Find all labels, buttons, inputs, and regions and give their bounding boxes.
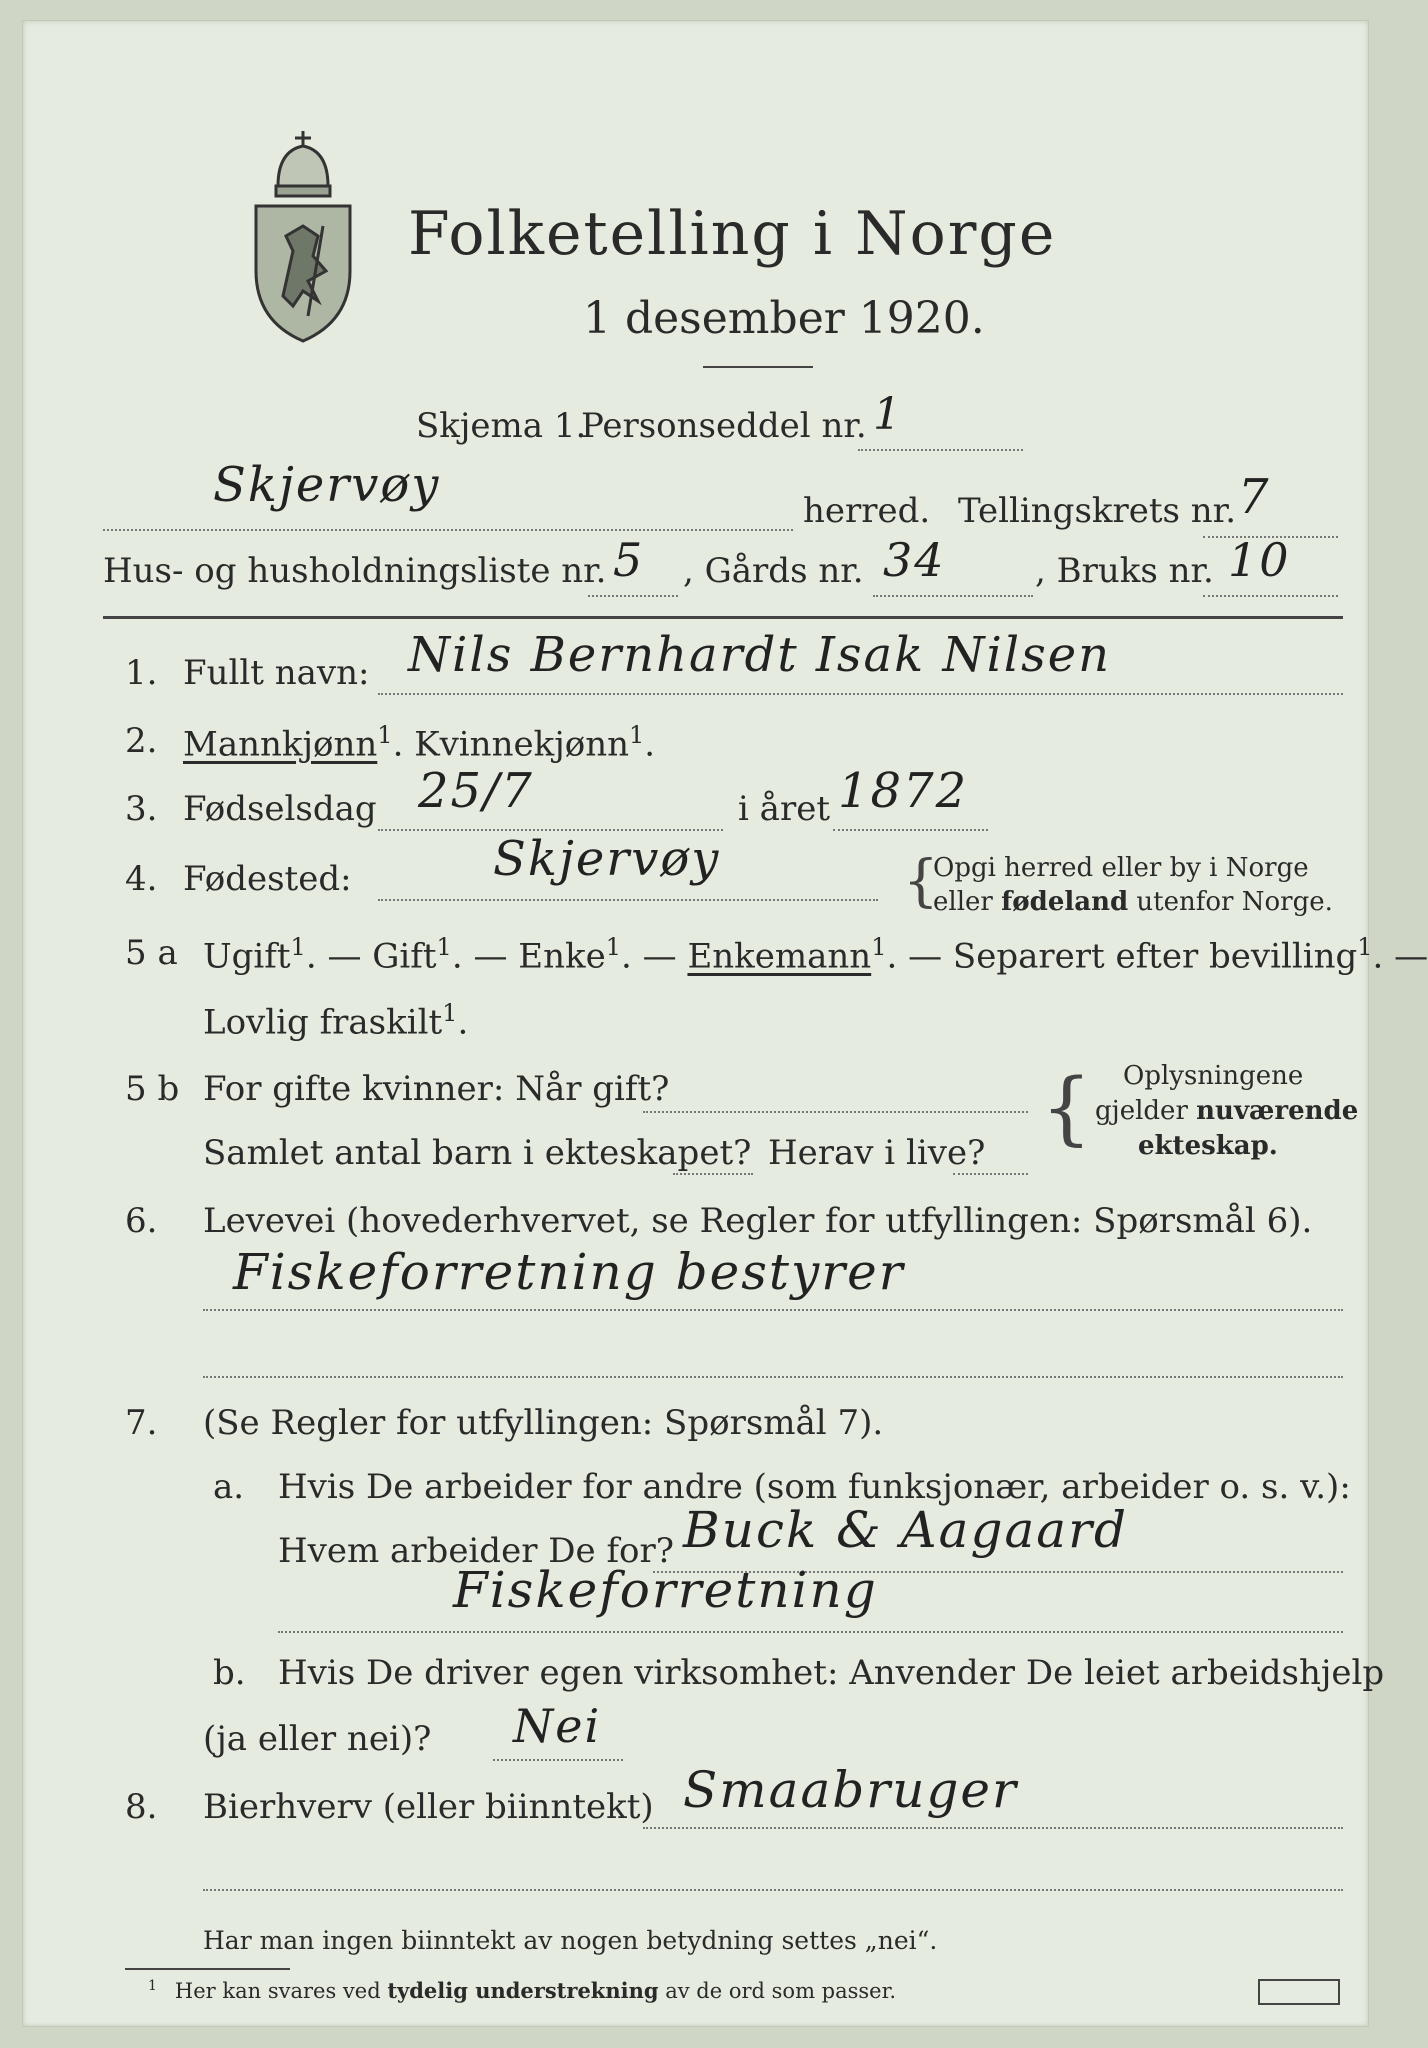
q4-birthplace[interactable]: Skjervøy — [493, 831, 721, 887]
q5a-sep-5: . — — [1372, 936, 1428, 977]
q5b-alive-label: Herav i live? — [768, 1133, 986, 1173]
footnote-b: tydelig understrekning — [387, 1978, 659, 2003]
q4-label: Fødested: — [183, 859, 352, 899]
husliste-label: Hus- og husholdningsliste nr. — [103, 551, 607, 591]
q5a-sup-1: 1 — [290, 933, 306, 961]
q2-female-option[interactable]: Kvinnekjønn — [414, 724, 630, 765]
personseddel-value[interactable]: 1 — [873, 389, 903, 440]
q6-line-1 — [203, 1309, 1343, 1311]
form-date: 1 desember 1920. — [583, 293, 985, 344]
q4-line — [378, 899, 878, 901]
title-divider — [703, 366, 813, 368]
q5b-children-line — [673, 1173, 753, 1175]
footer-note: Har man ingen biinntekt av nogen betydning settes „nei“. — [203, 1926, 938, 1955]
q6-occupation[interactable]: Fiskeforretning bestyrer — [233, 1243, 905, 1301]
printer-stamp-icon — [1258, 1979, 1340, 2005]
q7b-line — [493, 1759, 623, 1761]
q4-brace: { — [903, 849, 939, 914]
q2-options — [183, 721, 655, 764]
q3-year-line — [833, 829, 988, 831]
q7a-question: Hvem arbeider De for? — [278, 1531, 674, 1571]
q5b-brace: { — [1041, 1061, 1092, 1154]
bruks-label: , Bruks nr. — [1035, 551, 1214, 591]
q5a-gift[interactable]: Gift — [372, 936, 437, 977]
q5b-note-2b: nuværende — [1196, 1096, 1359, 1126]
q6-line-2 — [203, 1376, 1343, 1378]
q2-dot: . — [392, 724, 404, 765]
q3-label: Fødselsdag — [183, 789, 377, 829]
q5b-alive-line — [953, 1173, 1028, 1175]
herred-label: herred. — [803, 491, 931, 531]
q5a-sup-2: 1 — [436, 933, 452, 961]
q7b-question: (ja eller nei)? — [203, 1719, 432, 1759]
header-divider — [103, 616, 1343, 619]
q5a-sup-3: 1 — [605, 933, 621, 961]
q5a-sep-4: . — — [886, 936, 943, 977]
q8-line-2 — [203, 1889, 1343, 1891]
q5a-fraskilt[interactable]: Lovlig fraskilt — [203, 1002, 443, 1043]
q4-number: 4. — [125, 859, 158, 899]
q5a-sep-3: . — — [621, 936, 677, 977]
q7a-employer-1[interactable]: Buck & Aagaard — [683, 1501, 1128, 1559]
q8-side-occupation[interactable]: Smaabruger — [683, 1761, 1018, 1819]
q5b-children-label: Samlet antal barn i ekteskapet? — [203, 1133, 752, 1173]
footnote-mark: 1 — [148, 1978, 157, 1994]
q3-birthdate[interactable]: 25/7 — [418, 763, 534, 819]
q5a-dot: . — [457, 1002, 469, 1043]
q1-line — [378, 693, 1343, 695]
herred-line — [103, 529, 793, 531]
tellingskrets-value[interactable]: 7 — [1238, 469, 1271, 525]
gards-line — [873, 595, 1033, 597]
q7b-letter: b. — [213, 1653, 246, 1693]
personseddel-label: Personseddel nr. — [581, 406, 867, 446]
q8-number: 8. — [125, 1787, 158, 1827]
husliste-line — [588, 595, 678, 597]
q2-female-sup: 1 — [629, 721, 645, 749]
q2-number: 2. — [125, 721, 158, 761]
q5a-number: 5 a — [125, 933, 178, 973]
q5b-note-2 — [1095, 1096, 1358, 1126]
q4-note-1: Opgi herred eller by i Norge — [933, 853, 1309, 883]
q2-male-sup: 1 — [377, 721, 393, 749]
husliste-value[interactable]: 5 — [613, 533, 645, 587]
q5a-sup-5: 1 — [1357, 933, 1373, 961]
footnote — [148, 1978, 896, 2003]
q5a-sep-1: . — — [305, 936, 362, 977]
q4-note-2 — [933, 887, 1333, 917]
q5a-ugift[interactable]: Ugift — [203, 936, 291, 977]
q3-number: 3. — [125, 789, 158, 829]
q8-line-1 — [643, 1827, 1343, 1829]
q7a-line-2 — [278, 1631, 1343, 1633]
q7b-text: Hvis De driver egen virksomhet: Anvender De leiet arbeidshjelp — [278, 1653, 1385, 1693]
q8-label: Bierhverv (eller biinntekt) — [203, 1787, 654, 1827]
q7a-letter: a. — [213, 1467, 245, 1507]
q2-male-option[interactable]: Mannkjønn — [183, 724, 378, 765]
q7a-text: Hvis De arbeider for andre (som funksjonær, arbeider o. s. v.): — [278, 1467, 1351, 1507]
skjema-label: Skjema 1. — [416, 406, 587, 446]
q4-note-2b: fødeland — [1001, 887, 1129, 917]
q5a-sup-4: 1 — [871, 933, 887, 961]
footnote-a: Her kan svares ved — [174, 1979, 388, 2003]
gards-label: , Gårds nr. — [683, 551, 864, 591]
q5a-options — [203, 933, 1428, 976]
form-title: Folketelling i Norge — [408, 199, 1057, 269]
bruks-value[interactable]: 10 — [1228, 533, 1291, 587]
q4-note-2c: utenfor Norge. — [1128, 887, 1333, 917]
tellingskrets-label: Tellingskrets nr. — [958, 491, 1237, 531]
bruks-line — [1203, 595, 1338, 597]
q5a-separert[interactable]: Separert efter bevilling — [952, 936, 1358, 977]
q5a-sup-6: 1 — [442, 999, 458, 1027]
census-form — [22, 20, 1428, 2027]
q2-dot2: . — [644, 724, 656, 765]
footnote-c: av de ord som passer. — [658, 1979, 897, 2003]
q5b-note-1: Oplysningene — [1123, 1061, 1304, 1091]
q4-note-2a: eller — [933, 887, 1002, 917]
footnote-divider — [125, 1968, 290, 1970]
gards-value[interactable]: 34 — [883, 533, 946, 587]
q6-label: Levevei (hovederhvervet, se Regler for utfyllingen: Spørsmål 6). — [203, 1201, 1313, 1241]
q1-full-name[interactable]: Nils Bernhardt Isak Nilsen — [408, 627, 1112, 683]
q3-year-label: i året — [738, 789, 830, 829]
q5b-note-3: ekteskap. — [1138, 1131, 1278, 1161]
q5b-married-line — [643, 1111, 1028, 1113]
q6-number: 6. — [125, 1201, 158, 1241]
q7-number: 7. — [125, 1403, 158, 1443]
q5b-label: For gifte kvinner: Når gift? — [203, 1069, 670, 1109]
q5a-enkemann[interactable]: Enkemann — [687, 936, 872, 977]
q5b-number: 5 b — [125, 1069, 180, 1109]
q5a-fraskilt-row — [203, 999, 468, 1042]
q1-number: 1. — [125, 653, 158, 693]
q5a-sep-2: . — — [451, 936, 508, 977]
q5b-note-2a: gjelder — [1095, 1096, 1197, 1126]
q7-label: (Se Regler for utfyllingen: Spørsmål 7). — [203, 1403, 884, 1443]
personseddel-line — [858, 449, 1023, 451]
herred-value[interactable]: Skjervøy — [213, 457, 441, 513]
q1-label: Fullt navn: — [183, 653, 370, 693]
q7a-employer-2[interactable]: Fiskeforretning — [453, 1561, 878, 1619]
q3-year[interactable]: 1872 — [838, 763, 969, 819]
coat-of-arms-icon — [248, 131, 358, 346]
q7b-answer[interactable]: Nei — [513, 1699, 602, 1753]
q5a-enke[interactable]: Enke — [518, 936, 606, 977]
